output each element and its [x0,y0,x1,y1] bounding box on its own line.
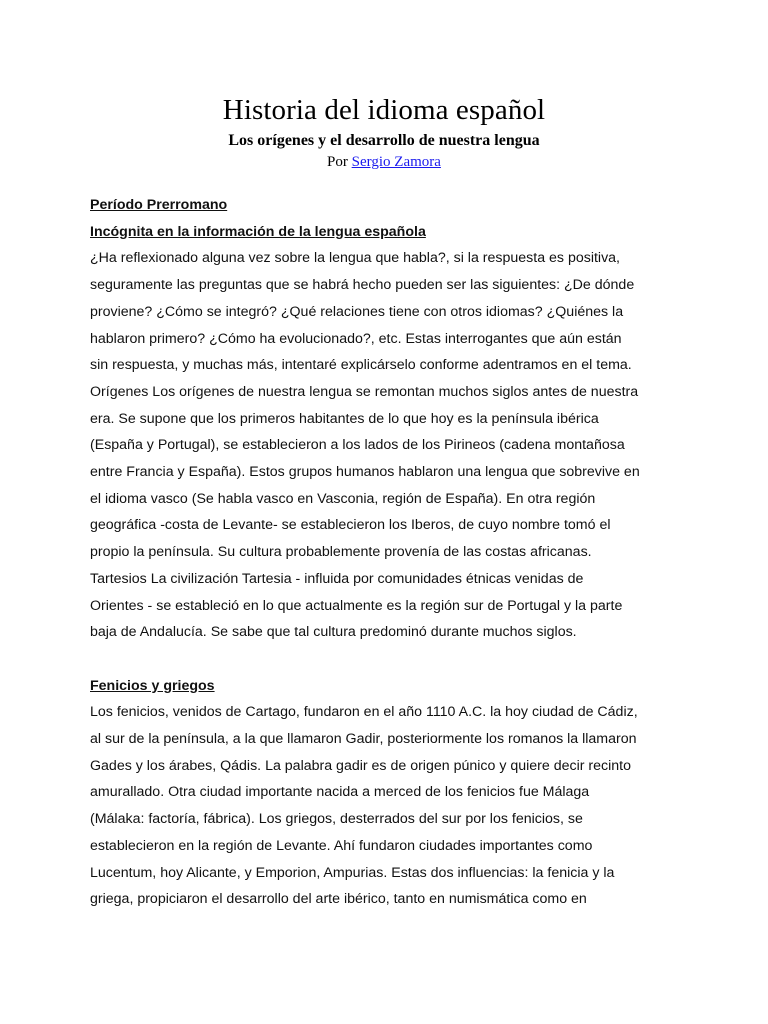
paragraph-line: baja de Andalucía. Se sabe que tal cultura predominó durante muchos siglos. [90,624,577,641]
paragraph-line: Los fenicios, venidos de Cartago, fundaron en el año 1110 A.C. la hoy ciudad de Cádiz, [90,704,638,721]
paragraph-line: (España y Portugal), se establecieron a los lados de los Pirineos (cadena montañosa [90,437,625,454]
paragraph-line: hablaron primero? ¿Cómo ha evolucionado?, etc. Estas interrogantes que aún están [90,330,622,347]
paragraph-fenicios [90,699,680,913]
paragraph-line: propio la península. Su cultura probablemente provenía de las costas africanas. [90,544,592,561]
document-body [90,192,680,913]
paragraph-line: (Málaka: factoría, fábrica). Los griegos, desterrados del sur por los fenicios, se [90,811,583,828]
paragraph-line: al sur de la península, a la que llamaron Gadir, posteriormente los romanos la llamaron [90,731,637,748]
section-heading-prerromano: Período Prerromano [90,197,228,213]
paragraph-line: geográfica -costa de Levante- se establecieron los Iberos, de cuyo nombre tomó el [90,517,611,534]
author-link[interactable]: Sergio Zamora [351,154,441,170]
paragraph-line: griega, propiciaron el desarrollo del arte ibérico, tanto en numismática como en [90,891,587,908]
document-subtitle: Los orígenes y el desarrollo de nuestra lengua [228,132,540,149]
paragraph-spacer [90,646,680,673]
paragraph-line: Orígenes Los orígenes de nuestra lengua se remontan muchos siglos antes de nuestra [90,383,639,400]
paragraph-line: Gades y los árabes, Qádis. La palabra gadir es de origen púnico y quiere decir recinto [90,757,632,774]
byline [0,152,768,172]
paragraph-line: establecieron en la región de Levante. Ahí fundaron ciudades importantes como [90,837,593,854]
paragraph-line: Orientes - se estableció en lo que actualmente es la región sur de Portugal y la parte [90,597,623,614]
title-block [0,92,768,172]
paragraph-line: ¿Ha reflexionado alguna vez sobre la lengua que habla?, si la respuesta es positiva, [90,250,621,267]
paragraph-line: Tartesios La civilización Tartesia - influida por comunidades étnicas venidas de [90,570,584,587]
section-heading-incognita: Incógnita en la información de la lengua española [90,223,426,240]
paragraph-line: seguramente las preguntas que se habrá hecho pueden ser las siguientes: ¿De dónde [90,277,635,294]
paragraph-line: el idioma vasco (Se habla vasco en Vasconia, región de España). En otra región [90,490,596,507]
paragraph-line: sin respuesta, y muchas más, intentaré explicárselo conforme adentramos en el tema. [90,357,632,374]
paragraph-line: amurallado. Otra ciudad importante nacida a merced de los fenicios fue Málaga [90,784,590,801]
document-title: Historia del idioma español [222,94,546,126]
paragraph-line: proviene? ¿Cómo se integró? ¿Qué relaciones tiene con otros idiomas? ¿Quiénes la [90,303,624,320]
byline-prefix: Por [327,154,348,170]
paragraph-incognita [90,245,680,646]
paragraph-line: era. Se supone que los primeros habitantes de lo que hoy es la península ibérica [90,410,599,427]
paragraph-line: entre Francia y España). Estos grupos humanos hablaron una lengua que sobrevive en [90,464,640,481]
paragraph-line: Lucentum, hoy Alicante, y Emporion, Ampurias. Estas dos influencias: la fenicia y la [90,864,615,881]
section-heading-fenicios: Fenicios y griegos [90,677,215,694]
